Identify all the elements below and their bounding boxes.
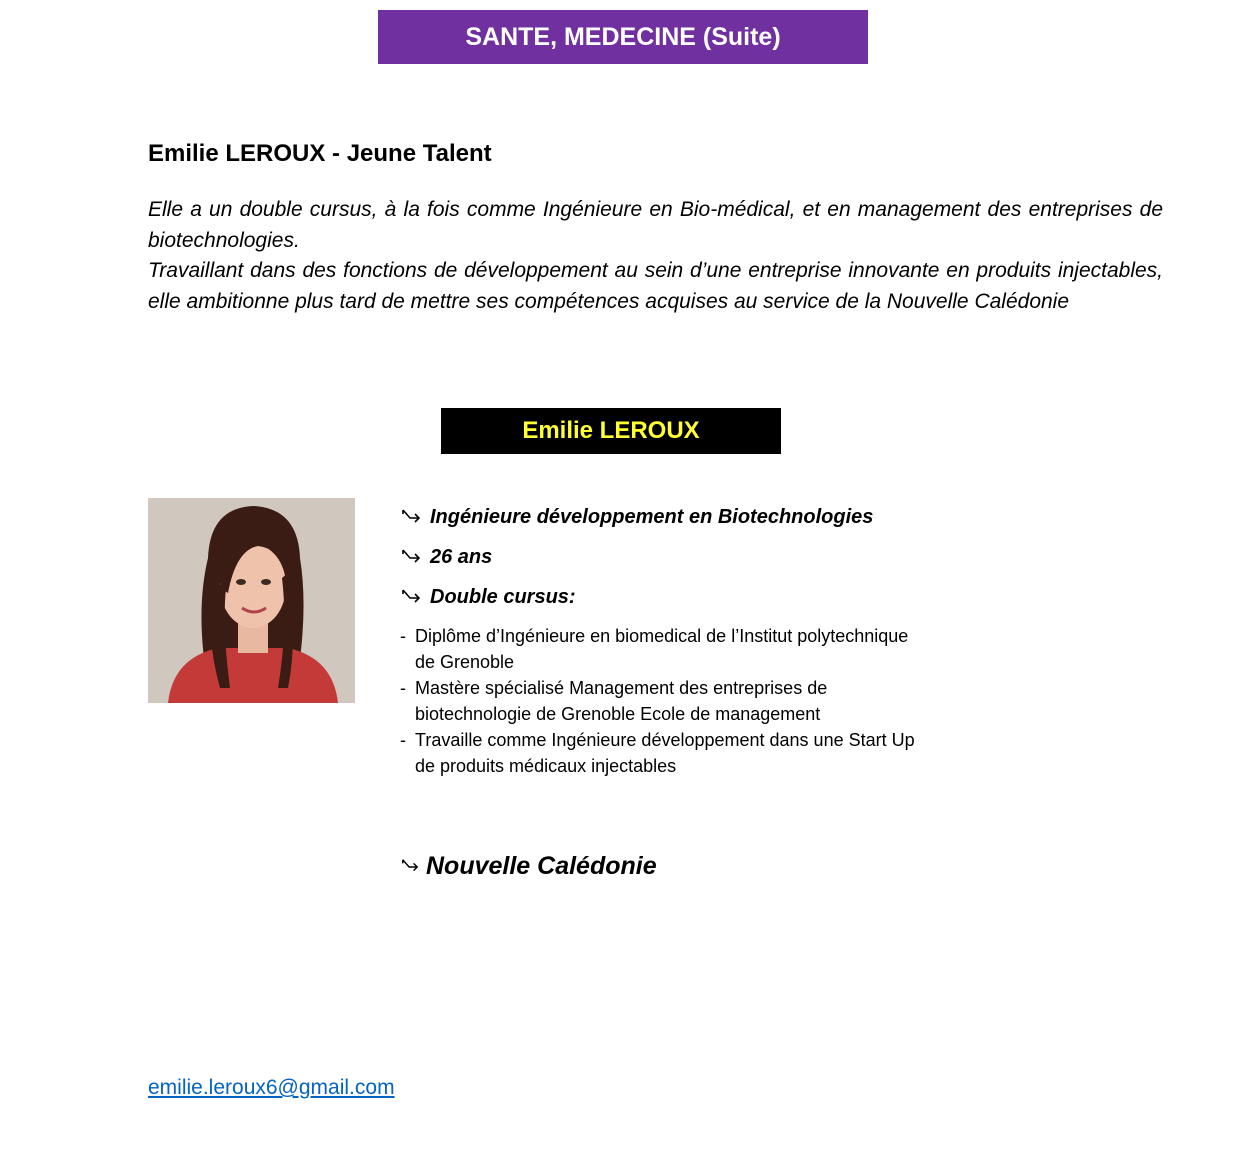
education-item-text: Mastère spécialisé Management des entreprises de biotechnologie de Grenoble Ecole de management	[415, 678, 828, 724]
fact-job: Ingénieure développement en Biotechnologies	[430, 506, 874, 528]
location	[400, 852, 657, 881]
list-bullet: -	[400, 678, 406, 698]
portrait-photo	[148, 498, 355, 703]
list-item	[400, 676, 930, 727]
arrow-right-icon	[400, 548, 422, 568]
education-item-text: Travaille comme Ingénieure développement dans une Start Up de produits médicaux injectables	[415, 730, 915, 776]
list-bullet: -	[400, 730, 406, 750]
list-item	[400, 624, 930, 675]
facts-section	[400, 504, 960, 780]
intro-text	[148, 195, 1163, 317]
profile-heading: Emilie LEROUX - Jeune Talent	[148, 140, 492, 167]
fact-item	[400, 544, 960, 571]
fact-item	[400, 504, 960, 531]
list-bullet: -	[400, 626, 406, 646]
banner-title: SANTE, MEDECINE (Suite)	[465, 22, 781, 51]
list-item	[400, 728, 930, 779]
arrow-right-icon	[400, 508, 422, 528]
location-text: Nouvelle Calédonie	[426, 852, 657, 880]
name-label: Emilie LEROUX	[522, 417, 700, 444]
fact-item	[400, 584, 960, 611]
education-item-text: Diplôme d’Ingénieure en biomedical de l’Institut polytechnique de Grenoble	[415, 626, 909, 672]
email-link[interactable]: emilie.leroux6@gmail.com	[148, 1076, 395, 1099]
arrow-right-icon	[400, 588, 422, 608]
arrow-right-icon	[400, 858, 420, 876]
education-list	[400, 624, 930, 779]
fact-age: 26 ans	[430, 546, 493, 568]
section-banner	[378, 10, 868, 64]
fact-education-heading: Double cursus:	[430, 586, 576, 608]
intro-paragraph-2: Travaillant dans des fonctions de développement au sein d’une entreprise innovante en produits injectables, elle ambitionne plus tard de mettre ses compétences acquises au service de la Nouvelle Calédonie	[148, 259, 1163, 313]
intro-paragraph-1: Elle a un double cursus, à la fois comme Ingénieure en Bio-médical, et en management des entreprises de biotechnologies.	[148, 198, 1163, 252]
name-box	[441, 408, 781, 454]
